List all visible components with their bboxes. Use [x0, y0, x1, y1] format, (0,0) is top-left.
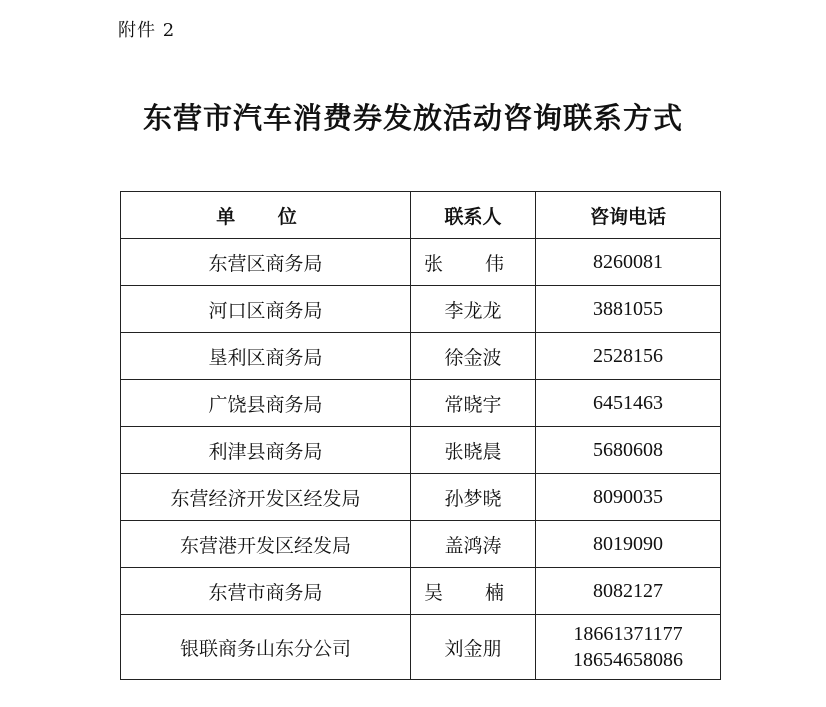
table-row	[121, 427, 721, 474]
contact-cell: 吴 楠	[411, 568, 536, 615]
phone-cell: 5680608	[536, 427, 721, 474]
table-row	[121, 521, 721, 568]
unit-cell: 银联商务山东分公司	[121, 615, 411, 680]
table-header-row	[121, 192, 721, 239]
unit-cell: 利津县商务局	[121, 427, 411, 474]
header-contact: 联系人	[411, 192, 536, 239]
header-unit: 单 位	[121, 192, 411, 239]
unit-cell: 河口区商务局	[121, 286, 411, 333]
contact-cell: 刘金朋	[411, 615, 536, 680]
phone-cell: 8260081	[536, 239, 721, 286]
phone-line-2: 18654658086	[573, 649, 683, 671]
unit-cell: 东营港开发区经发局	[121, 521, 411, 568]
unit-cell: 东营区商务局	[121, 239, 411, 286]
contact-table	[120, 191, 721, 680]
table-row	[121, 333, 721, 380]
table-row	[121, 286, 721, 333]
table-row	[121, 474, 721, 521]
table-row	[121, 568, 721, 615]
unit-cell: 东营经济开发区经发局	[121, 474, 411, 521]
table-row	[121, 615, 721, 680]
phone-cell: 2528156	[536, 333, 721, 380]
contact-cell: 孙梦晓	[411, 474, 536, 521]
phone-cell: 3881055	[536, 286, 721, 333]
table-row	[121, 239, 721, 286]
contact-cell: 盖鸿涛	[411, 521, 536, 568]
unit-cell: 垦利区商务局	[121, 333, 411, 380]
phone-line-1: 18661371177	[573, 623, 683, 645]
table-row	[121, 380, 721, 427]
unit-cell: 广饶县商务局	[121, 380, 411, 427]
unit-cell: 东营市商务局	[121, 568, 411, 615]
phone-cell: 8082127	[536, 568, 721, 615]
contact-cell: 张 伟	[411, 239, 536, 286]
phone-cell-multi	[536, 615, 721, 680]
attachment-label: 附件 2	[118, 20, 176, 41]
contact-cell: 徐金波	[411, 333, 536, 380]
contact-cell: 李龙龙	[411, 286, 536, 333]
phone-cell: 8019090	[536, 521, 721, 568]
document-title: 东营市汽车消费券发放活动咨询联系方式	[142, 101, 683, 135]
phone-cell: 6451463	[536, 380, 721, 427]
phone-cell: 8090035	[536, 474, 721, 521]
contact-cell: 常晓宇	[411, 380, 536, 427]
header-phone: 咨询电话	[536, 192, 721, 239]
contact-cell: 张晓晨	[411, 427, 536, 474]
